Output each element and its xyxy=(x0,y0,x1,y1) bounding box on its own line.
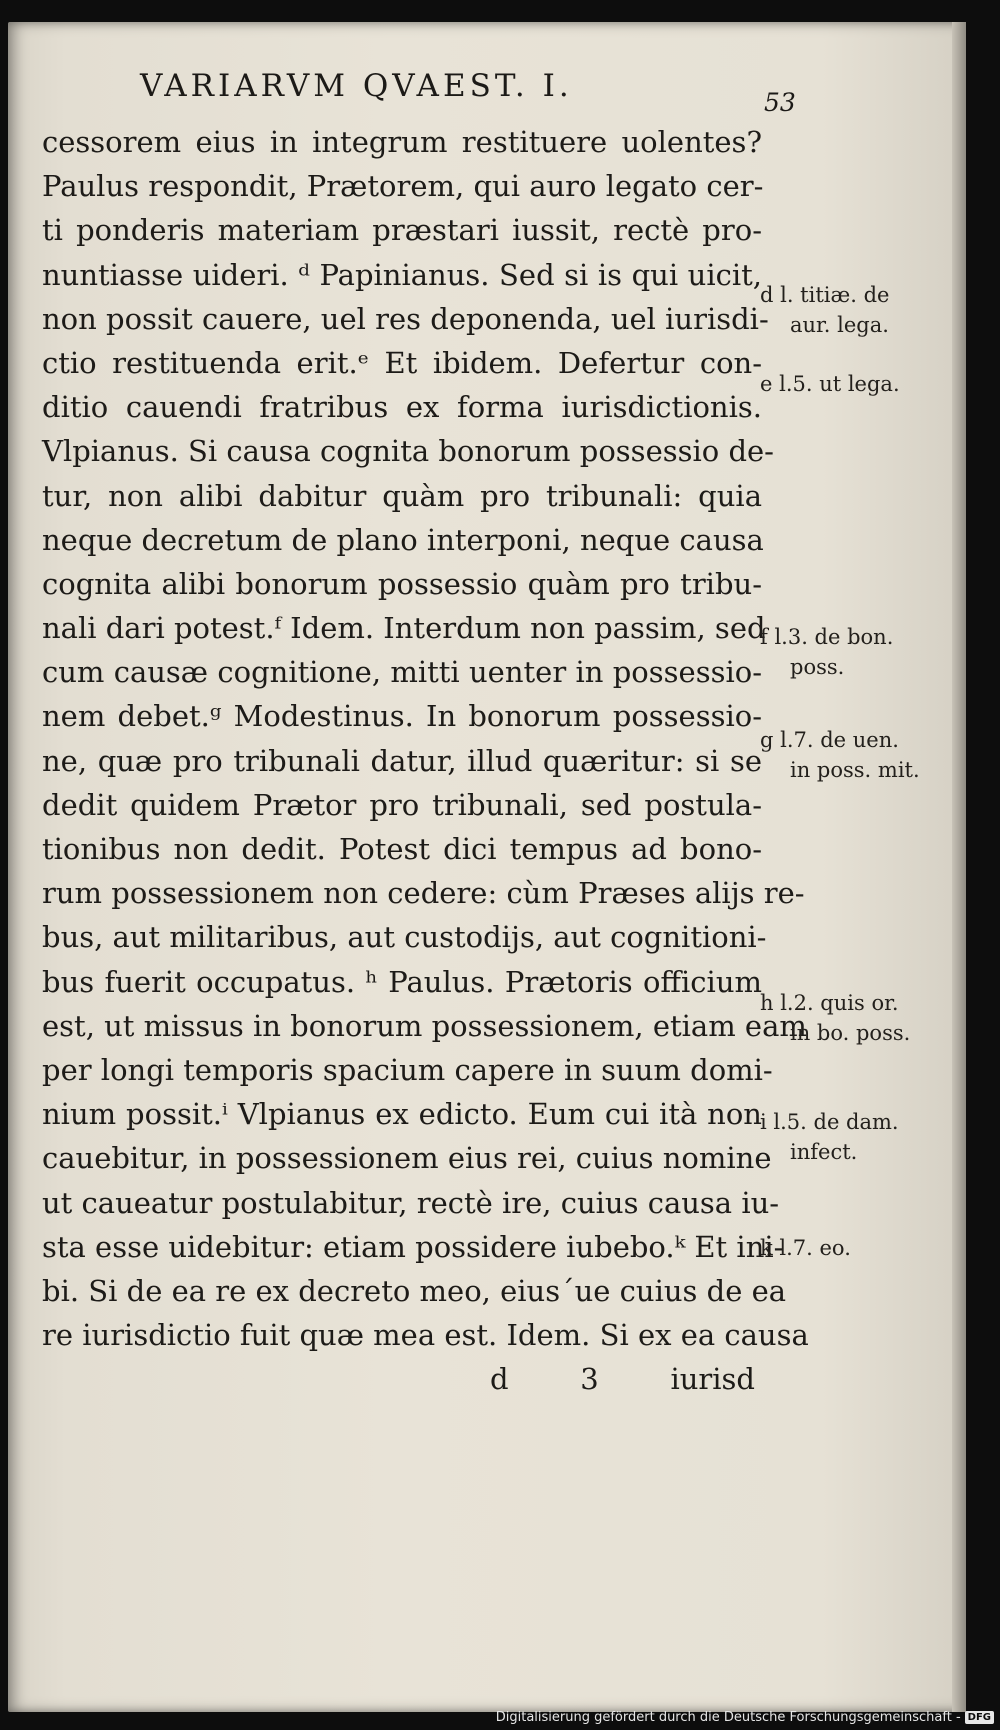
margin-note xyxy=(760,725,920,785)
margin-note xyxy=(760,1233,851,1263)
folio-number: 53 xyxy=(764,88,796,117)
text-line: rum possessionem non cedere: cùm Præses alijs re- xyxy=(42,876,805,911)
text-line: bus, aut militaribus, aut custodijs, aut cognitioni- xyxy=(42,920,767,955)
text-line: ne, quæ pro tribunali datur, illud quæritur: si se xyxy=(42,743,762,778)
dfg-logo: DFG xyxy=(965,1711,994,1724)
text-line: bus fuerit occupatus. ʰ Paulus. Prætoris officium xyxy=(42,964,762,999)
running-head: VARIARVM QVAEST. I. xyxy=(140,68,573,104)
text-line: nali dari potest.ᶠ Idem. Interdum non passim, sed xyxy=(42,611,766,646)
text-line: dedit quidem Prætor pro tribunali, sed postula- xyxy=(42,787,762,822)
margin-note xyxy=(760,280,889,340)
catchword: iurisd xyxy=(670,1362,755,1396)
text-line: ut caueatur postulabitur, rectè ire, cuius causa iu- xyxy=(42,1185,780,1220)
margin-note xyxy=(760,369,900,399)
text-line: nem debet.ᵍ Modestinus. In bonorum possessio- xyxy=(42,699,762,734)
text-line: bi. Si de ea re ex decreto meo, eius´ue cuius de ea xyxy=(42,1273,787,1308)
signature-letter: d xyxy=(490,1362,509,1396)
margin-note-line: d l. titiæ. de xyxy=(760,283,890,307)
margin-note xyxy=(760,988,910,1048)
margin-note-line: h l.2. quis or. xyxy=(760,991,899,1015)
text-line: tionibus non dedit. Potest dici tempus ad bono- xyxy=(42,832,762,866)
margin-note-line: poss. xyxy=(790,655,845,679)
margin-note-line: infect. xyxy=(790,1140,858,1164)
text-line: non possit cauere, uel res deponenda, uel iurisdi- xyxy=(42,301,769,336)
signature-number: 3 xyxy=(580,1362,599,1396)
margin-note xyxy=(760,622,893,682)
text-line: Paulus respondit, Prætorem, qui auro legato cer- xyxy=(42,169,764,204)
margin-note-line: aur. lega. xyxy=(790,313,889,337)
text-line: nium possit.ⁱ Vlpianus ex edicto. Eum cui ità non xyxy=(42,1097,762,1132)
margin-note-line: g l.7. de uen. xyxy=(760,728,899,752)
text-line: cum causæ cognitione, mitti uenter in possessio- xyxy=(42,655,762,690)
text-line: ditio cauendi fratribus ex forma iurisdictionis. xyxy=(42,390,762,425)
digitization-credit xyxy=(496,1710,994,1725)
margin-note-line: e l.5. ut lega. xyxy=(760,372,900,396)
margin-note-line: in poss. mit. xyxy=(790,758,920,782)
text-line: est, ut missus in bonorum possessionem, etiam eam xyxy=(42,1008,807,1043)
page-edge xyxy=(952,22,966,1712)
text-line: nuntiasse uideri. ᵈ Papinianus. Sed si is qui uicit, xyxy=(42,257,762,292)
text-line: ti ponderis materiam præstari iussit, rectè pro- xyxy=(42,213,762,248)
text-line: sta esse uidebitur: etiam possidere iubebo.ᵏ Et ini- xyxy=(42,1229,784,1264)
text-line: cognita alibi bonorum possessio quàm pro tribu- xyxy=(42,566,762,601)
margin-note-line: f l.3. de bon. xyxy=(760,625,894,649)
margin-note-line: k l.7. eo. xyxy=(760,1236,851,1260)
margin-note-line: in bo. poss. xyxy=(790,1021,911,1045)
text-line: cessorem eius in integrum restituere uolentes? xyxy=(42,125,762,159)
credit-text: Digitalisierung gefördert durch die Deutsche Forschungsgemeinschaft - xyxy=(495,1710,961,1725)
text-line: cauebitur, in possessionem eius rei, cuius nomine xyxy=(42,1141,772,1176)
text-line: tur, non alibi dabitur quàm pro tribunali: quia xyxy=(42,478,762,513)
text-line: Vlpianus. Si causa cognita bonorum possessio de- xyxy=(42,434,774,469)
text-line: ctio restituenda erit.ᵉ Et ibidem. Defertur con- xyxy=(42,345,762,380)
margin-note xyxy=(760,1107,899,1167)
margin-note-line: i l.5. de dam. xyxy=(760,1110,899,1134)
catchword-line xyxy=(490,1362,755,1396)
text-line: neque decretum de plano interponi, neque causa xyxy=(42,522,764,557)
text-line: per longi temporis spacium capere in suum domi- xyxy=(42,1052,773,1087)
text-line: re iurisdictio fuit quæ mea est. Idem. Si ex ea causa xyxy=(42,1318,809,1353)
